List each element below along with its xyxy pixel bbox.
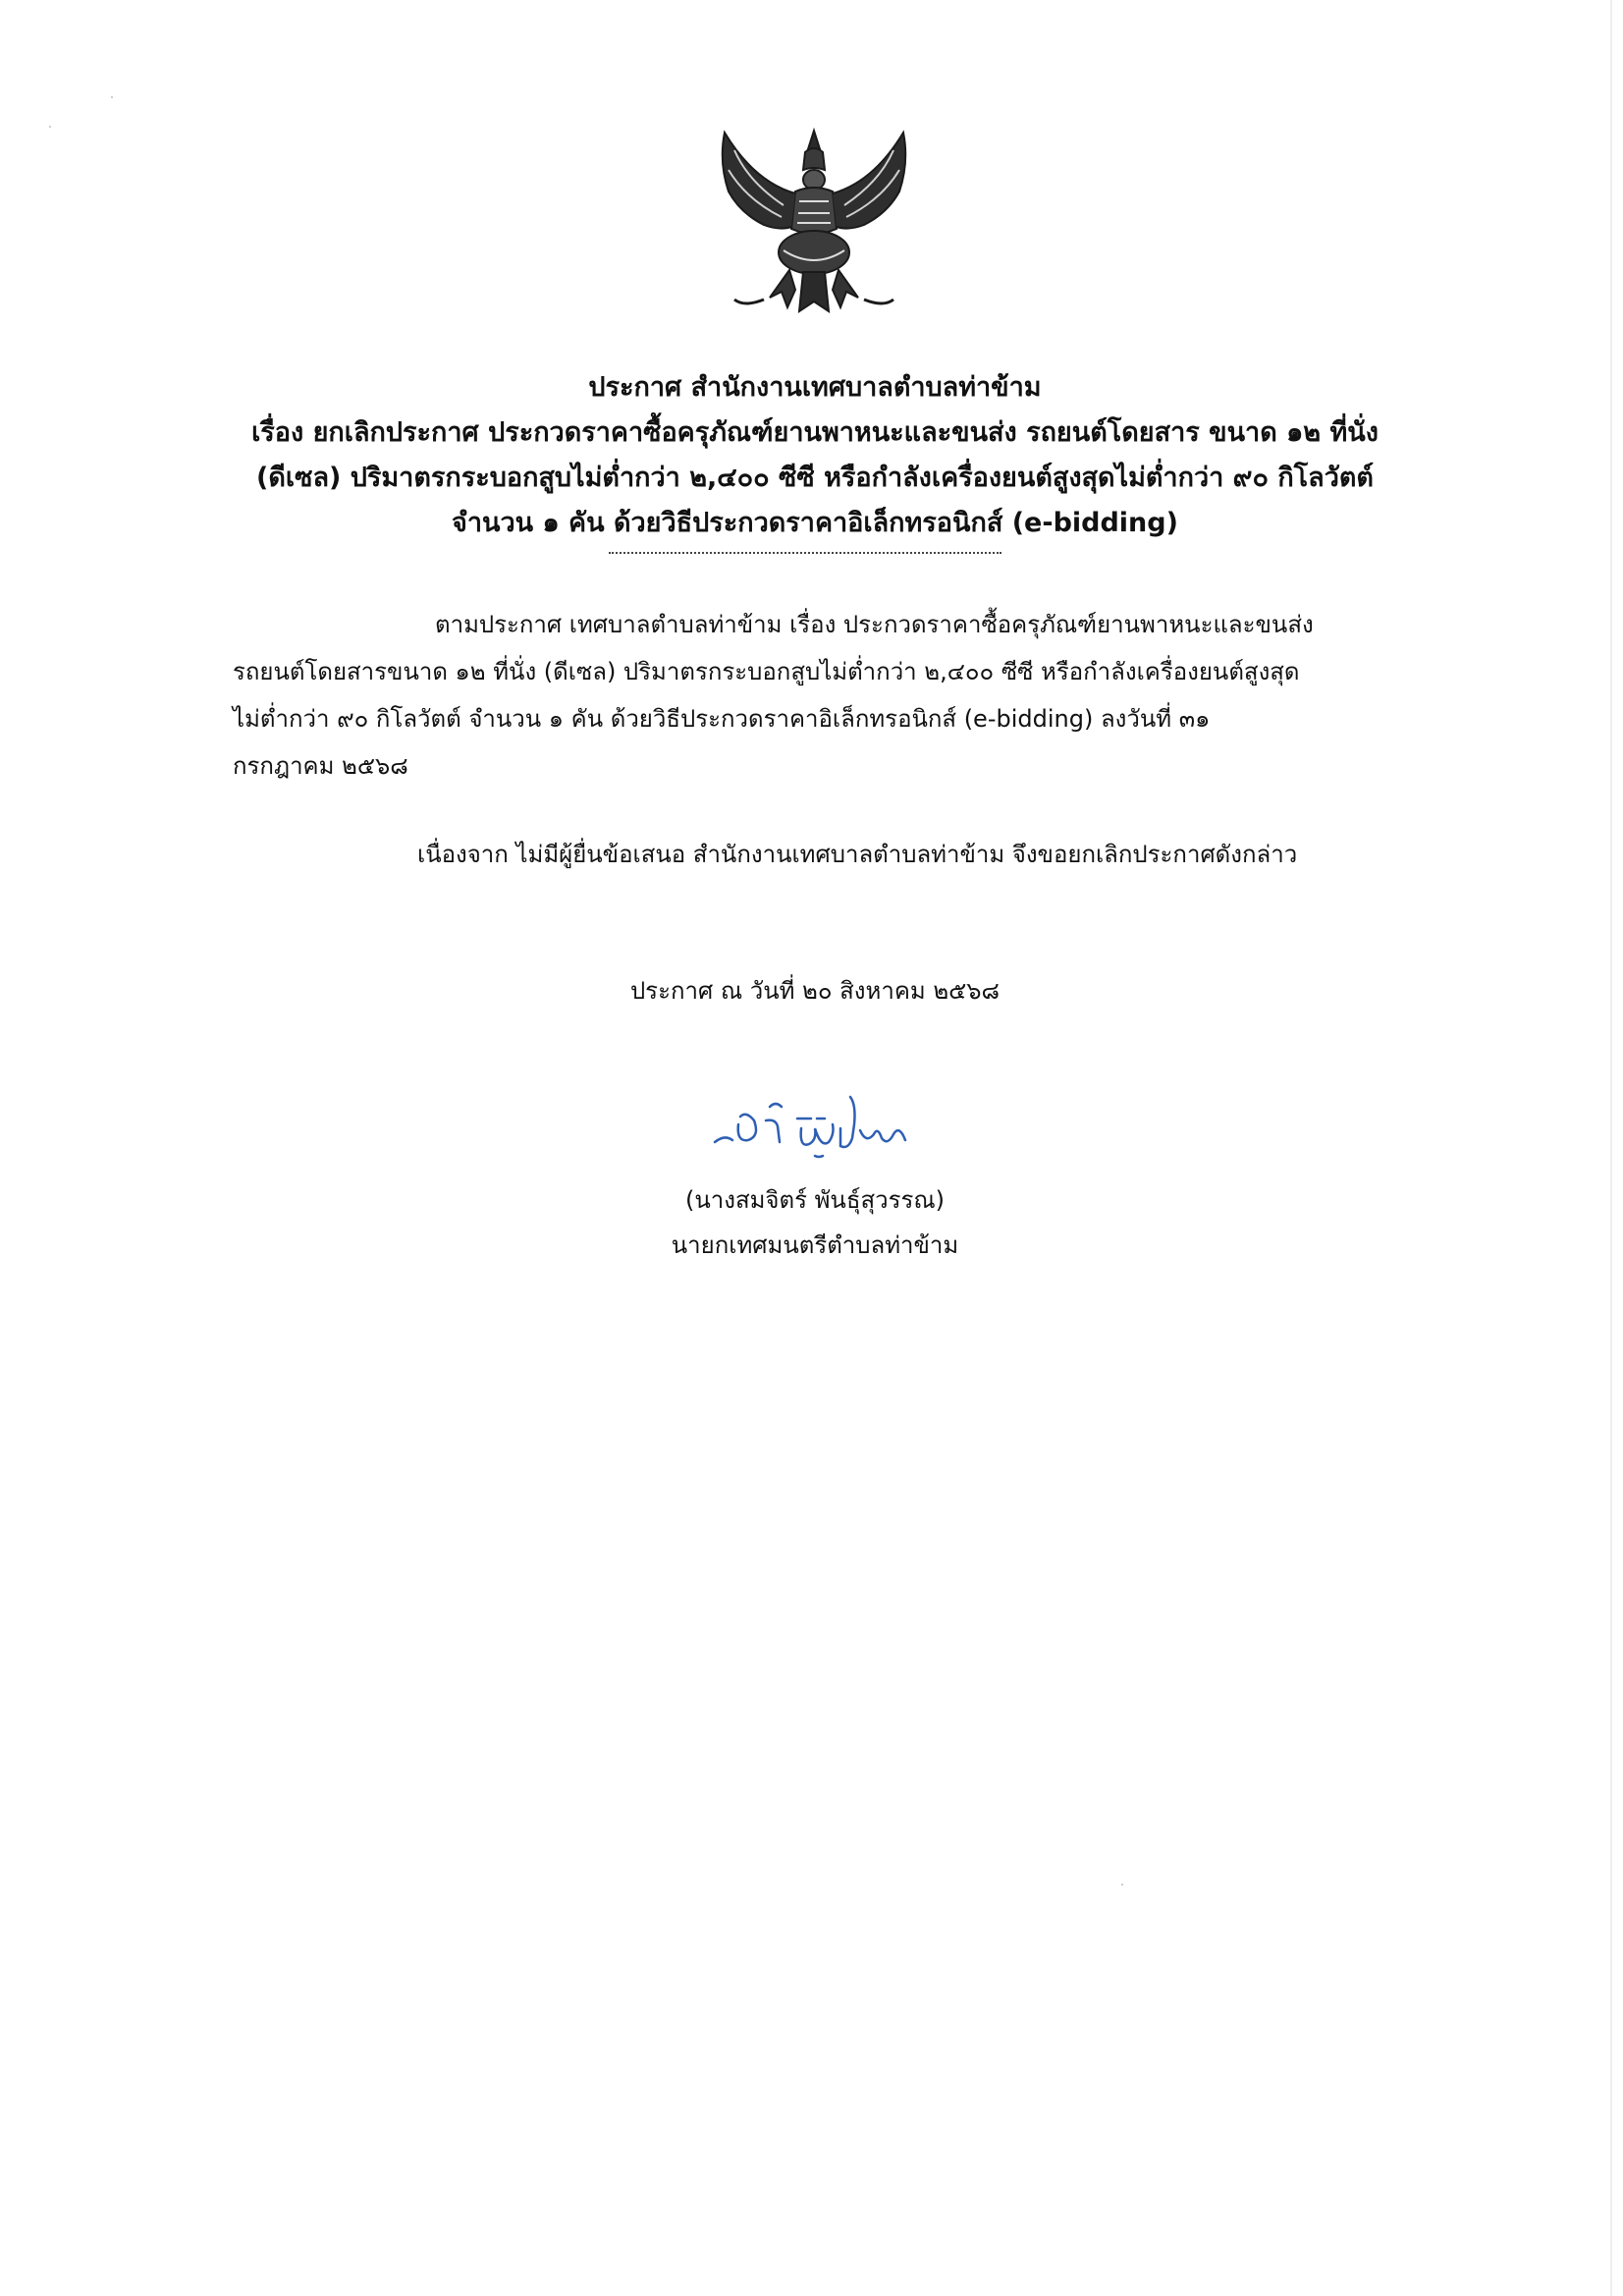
scan-edge-line	[1610, 0, 1612, 2296]
body-paragraph-line: กรกฎาคม ๒๕๖๘	[233, 752, 408, 780]
announcement-date: ประกาศ ณ วันที่ ๒๐ สิงหาคม ๒๕๖๘	[629, 977, 1001, 1005]
dotted-divider	[609, 552, 1001, 554]
announcement-subject-line: จำนวน ๑ คัน ด้วยวิธีประกวดราคาอิเล็กทรอนิกส์ (e-bidding)	[452, 508, 1178, 538]
handwritten-signature	[707, 1085, 933, 1164]
announcement-title-line: ประกาศ สำนักงานเทศบาลตำบลท่าข้าม	[588, 372, 1042, 403]
signer-position: นายกเทศมนตรีตำบลท่าข้าม	[671, 1231, 959, 1259]
scan-speck	[49, 126, 51, 128]
announcement-subject-line: (ดีเซล) ปริมาตรกระบอกสูบไม่ต่ำกว่า ๒,๔๐๐ ซีซี หรือกำลังเครื่องยนต์สูงสุดไม่ต่ำกว่า ๙๐ กิโลวัตต์	[256, 463, 1374, 493]
cancellation-reason-paragraph: เนื่องจาก ไม่มีผู้ยื่นข้อเสนอ สำนักงานเทศบาลตำบลท่าข้าม จึงขอยกเลิกประกาศดังกล่าว	[417, 841, 1298, 868]
body-paragraph-line: รถยนต์โดยสารขนาด ๑๒ ที่นั่ง (ดีเซล) ปริมาตรกระบอกสูบไม่ต่ำกว่า ๒,๔๐๐ ซีซี หรือกำลังเครื่องยนต์สูงสุด	[233, 658, 1300, 685]
signer-name: (นางสมจิตร์ พันธุ์สุวรรณ)	[684, 1186, 945, 1214]
body-paragraph-line: ตามประกาศ เทศบาลตำบลท่าข้าม เรื่อง ประกวดราคาซื้อครุภัณฑ์ยานพาหนะและขนส่ง	[435, 611, 1314, 638]
announcement-subject-line: เรื่อง ยกเลิกประกาศ ประกวดราคาซื้อครุภัณฑ์ยานพาหนะและขนส่ง รถยนต์โดยสาร ขนาด ๑๒ ที่นั่ง	[251, 417, 1379, 448]
scan-speck	[111, 96, 113, 98]
scan-speck	[1121, 1884, 1123, 1886]
body-paragraph-line: ไม่ต่ำกว่า ๙๐ กิโลวัตต์ จำนวน ๑ คัน ด้วยวิธีประกวดราคาอิเล็กทรอนิกส์ (e-bidding) ลงวันที่ ๓๑	[233, 705, 1211, 733]
garuda-emblem-icon	[705, 123, 923, 319]
